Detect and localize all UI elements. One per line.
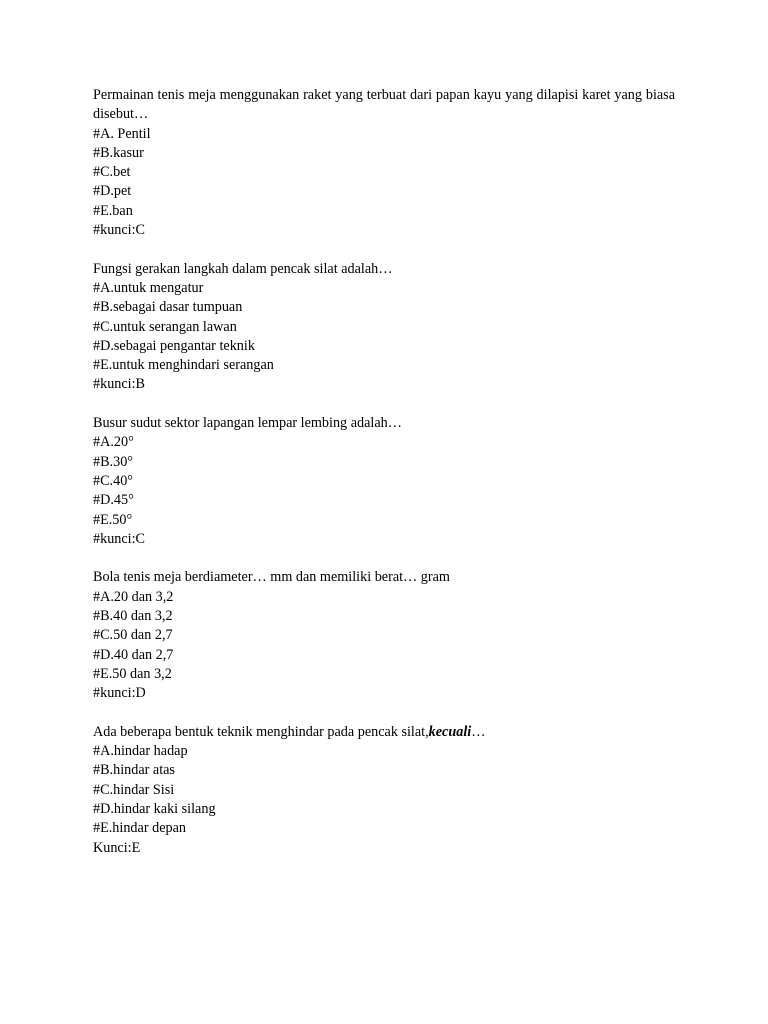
option-b: #B.hindar atas: [93, 762, 175, 779]
option-a: #A.20°: [93, 434, 134, 451]
option-e: #E.50°: [93, 511, 133, 528]
question-block-5: [93, 723, 675, 858]
option-c: #C.bet: [93, 164, 131, 181]
question-block-2: [93, 260, 675, 395]
question-text-start: Ada beberapa bentuk teknik menghindar pada pencak silat,: [93, 723, 429, 740]
document-page: [93, 86, 675, 877]
option-d: #D.sebagai pengantar teknik: [93, 337, 255, 354]
option-b: #B.kasur: [93, 144, 144, 161]
answer-key: Kunci:E: [93, 839, 141, 856]
answer-key: #kunci:B: [93, 376, 146, 393]
option-a: #A. Pentil: [93, 125, 151, 142]
option-b: #B.40 dan 3,2: [93, 608, 173, 625]
answer-key: #kunci:D: [93, 685, 146, 702]
question-text: Bola tenis meja berdiameter… mm dan memiliki berat… gram: [93, 569, 450, 586]
option-a: #A.hindar hadap: [93, 743, 188, 760]
question-block-3: [93, 414, 675, 549]
option-a: #A.20 dan 3,2: [93, 588, 174, 605]
question-text: Permainan tenis meja menggunakan raket yang terbuat dari papan kayu yang dilapisi karet yang biasa disebut…: [93, 87, 675, 123]
option-e: #E.50 dan 3,2: [93, 665, 172, 682]
option-c: #C.40°: [93, 472, 133, 489]
option-d: #D.45°: [93, 492, 134, 509]
question-block-1: [93, 86, 675, 240]
question-text: Fungsi gerakan langkah dalam pencak silat adalah…: [93, 260, 393, 277]
option-b: #B.30°: [93, 453, 133, 470]
question-text-end: …: [471, 723, 486, 740]
option-d: #D.pet: [93, 183, 132, 200]
option-e: #E.ban: [93, 202, 133, 219]
option-b: #B.sebagai dasar tumpuan: [93, 299, 243, 316]
answer-key: #kunci:C: [93, 530, 146, 547]
question-text-emphasis: kecuali: [428, 723, 472, 740]
option-c: #C.hindar Sisi: [93, 781, 175, 798]
option-c: #C.untuk serangan lawan: [93, 318, 237, 335]
option-e: #E.untuk menghindari serangan: [93, 357, 274, 374]
answer-key: #kunci:C: [93, 222, 146, 239]
option-d: #D.40 dan 2,7: [93, 646, 174, 663]
option-e: #E.hindar depan: [93, 820, 186, 837]
question-text: Busur sudut sektor lapangan lempar lembing adalah…: [93, 415, 402, 432]
option-d: #D.hindar kaki silang: [93, 800, 216, 817]
option-a: #A.untuk mengatur: [93, 279, 204, 296]
question-text: [93, 723, 675, 742]
option-c: #C.50 dan 2,7: [93, 627, 173, 644]
question-block-4: [93, 568, 675, 703]
